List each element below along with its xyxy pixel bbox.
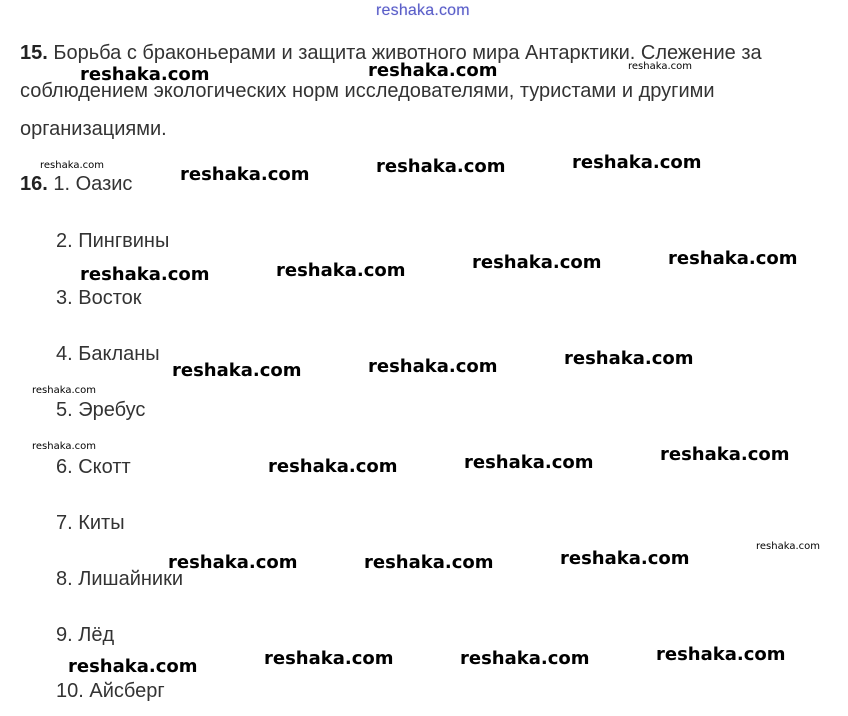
watermark: reshaka.com bbox=[368, 356, 498, 377]
watermark: reshaka.com bbox=[68, 656, 198, 677]
task-16-item-1-row bbox=[20, 172, 132, 196]
task-15-line-3: организациями. bbox=[20, 118, 167, 140]
watermark: reshaka.com bbox=[564, 348, 694, 369]
task-16-item-5: 5. Эребус bbox=[56, 399, 146, 421]
watermark: reshaka.com bbox=[180, 164, 310, 185]
task-15-text-1: Борьба с браконьерами и защита животного мира Антарктики. Слежение за bbox=[53, 42, 762, 64]
watermark: reshaka.com bbox=[572, 152, 702, 173]
watermark: reshaka.com bbox=[168, 552, 298, 573]
task-16-number: 16. bbox=[20, 173, 48, 195]
task-16-item-10: 10. Айсберг bbox=[56, 680, 165, 702]
task-15-number: 15. bbox=[20, 42, 48, 64]
watermark: reshaka.com bbox=[368, 60, 498, 81]
task-16-item-2: 2. Пингвины bbox=[56, 230, 170, 252]
watermark: reshaka.com bbox=[80, 64, 210, 85]
watermark: reshaka.com bbox=[80, 264, 210, 285]
watermark: reshaka.com bbox=[264, 648, 394, 669]
watermark: reshaka.com bbox=[40, 160, 104, 171]
watermark: reshaka.com bbox=[472, 252, 602, 273]
task-16-item-1: 1. Оазис bbox=[53, 173, 133, 195]
watermark: reshaka.com bbox=[276, 260, 406, 281]
watermark: reshaka.com bbox=[172, 360, 302, 381]
task-16-item-3: 3. Восток bbox=[56, 287, 142, 309]
task-16-item-4: 4. Бакланы bbox=[56, 343, 160, 365]
watermark: reshaka.com bbox=[660, 444, 790, 465]
watermark: reshaka.com bbox=[668, 248, 798, 269]
watermark: reshaka.com bbox=[756, 541, 820, 552]
watermark: reshaka.com bbox=[32, 441, 96, 452]
task-16-item-6: 6. Скотт bbox=[56, 456, 131, 478]
site-header-link[interactable]: reshaka.com bbox=[376, 2, 470, 19]
watermark: reshaka.com bbox=[376, 156, 506, 177]
watermark: reshaka.com bbox=[364, 552, 494, 573]
watermark: reshaka.com bbox=[32, 385, 96, 396]
watermark: reshaka.com bbox=[628, 61, 692, 72]
watermark: reshaka.com bbox=[560, 548, 690, 569]
watermark: reshaka.com bbox=[460, 648, 590, 669]
watermark: reshaka.com bbox=[268, 456, 398, 477]
watermark: reshaka.com bbox=[464, 452, 594, 473]
task-16-item-8: 8. Лишайники bbox=[56, 568, 184, 590]
watermark: reshaka.com bbox=[656, 644, 786, 665]
task-15-line-2: соблюдением экологических норм исследователями, туристами и другими bbox=[20, 80, 715, 102]
task-16-item-9: 9. Лёд bbox=[56, 624, 115, 646]
task-16-item-7: 7. Киты bbox=[56, 512, 125, 534]
